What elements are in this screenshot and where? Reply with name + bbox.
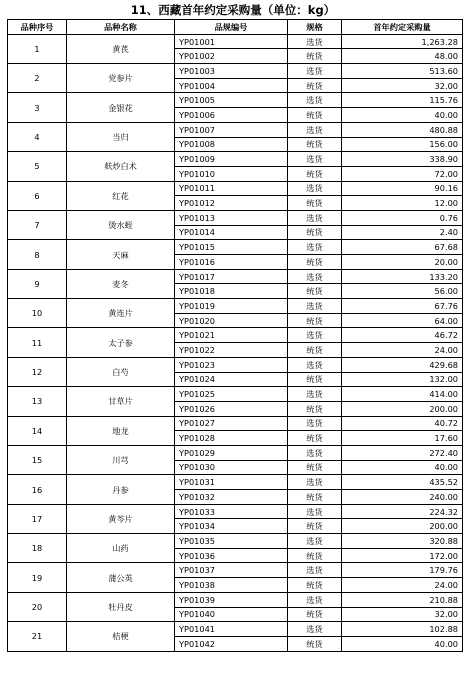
spec-code-cell: YP01040: [175, 607, 288, 622]
spec-code-cell: YP01023: [175, 357, 288, 372]
variety-seq-cell: 7: [8, 210, 67, 239]
variety-name-cell: 丹参: [67, 475, 175, 504]
table-row: [8, 210, 463, 225]
quantity-cell: 40.00: [342, 108, 463, 123]
quantity-cell: 32.00: [342, 607, 463, 622]
quantity-cell: 172.00: [342, 548, 463, 563]
quantity-cell: 67.68: [342, 240, 463, 255]
quantity-cell: 414.00: [342, 387, 463, 402]
table-row: [8, 122, 463, 137]
variety-seq-cell: 9: [8, 269, 67, 298]
variety-seq-cell: 19: [8, 563, 67, 592]
variety-seq-cell: 4: [8, 122, 67, 151]
spec-grade-cell: 选货: [288, 269, 342, 284]
variety-seq-cell: 3: [8, 93, 67, 122]
spec-code-cell: YP01011: [175, 181, 288, 196]
quantity-cell: 429.68: [342, 357, 463, 372]
table-row: [8, 622, 463, 637]
spec-grade-cell: 统货: [288, 460, 342, 475]
spec-code-cell: YP01006: [175, 108, 288, 123]
variety-name-cell: 黄芩片: [67, 504, 175, 533]
spec-code-cell: YP01027: [175, 416, 288, 431]
spec-grade-cell: 统货: [288, 490, 342, 505]
spec-code-cell: YP01010: [175, 166, 288, 181]
variety-name-cell: 党参片: [67, 64, 175, 93]
quantity-cell: 115.76: [342, 93, 463, 108]
spec-code-cell: YP01005: [175, 93, 288, 108]
variety-name-cell: 红花: [67, 181, 175, 210]
variety-name-cell: 蒲公英: [67, 563, 175, 592]
spec-grade-cell: 统货: [288, 255, 342, 270]
variety-name-cell: 烫水蛭: [67, 210, 175, 239]
spec-grade-cell: 统货: [288, 49, 342, 64]
variety-name-cell: 川芎: [67, 445, 175, 474]
spec-grade-cell: 统货: [288, 431, 342, 446]
variety-seq-cell: 15: [8, 445, 67, 474]
header-spec: 规格: [288, 20, 342, 35]
spec-grade-cell: 选货: [288, 592, 342, 607]
variety-seq-cell: 8: [8, 240, 67, 269]
spec-grade-cell: 选货: [288, 357, 342, 372]
spec-code-cell: YP01031: [175, 475, 288, 490]
quantity-cell: 1,263.28: [342, 34, 463, 49]
variety-name-cell: 桔梗: [67, 622, 175, 651]
table-row: [8, 181, 463, 196]
quantity-cell: 200.00: [342, 401, 463, 416]
spec-grade-cell: 选货: [288, 210, 342, 225]
variety-name-cell: 山药: [67, 534, 175, 563]
header-name: 品种名称: [67, 20, 175, 35]
quantity-cell: 0.76: [342, 210, 463, 225]
table-row: [8, 152, 463, 167]
spec-grade-cell: 选货: [288, 299, 342, 314]
quantity-cell: 40.00: [342, 636, 463, 651]
spec-grade-cell: 统货: [288, 343, 342, 358]
quantity-cell: 2.40: [342, 225, 463, 240]
table-row: [8, 387, 463, 402]
variety-seq-cell: 2: [8, 64, 67, 93]
spec-grade-cell: 选货: [288, 387, 342, 402]
table-row: [8, 328, 463, 343]
variety-seq-cell: 20: [8, 592, 67, 621]
spec-code-cell: YP01004: [175, 78, 288, 93]
variety-seq-cell: 17: [8, 504, 67, 533]
variety-name-cell: 黄芪: [67, 34, 175, 63]
quantity-cell: 513.60: [342, 64, 463, 79]
variety-seq-cell: 10: [8, 299, 67, 328]
spec-code-cell: YP01015: [175, 240, 288, 255]
variety-seq-cell: 16: [8, 475, 67, 504]
quantity-cell: 338.90: [342, 152, 463, 167]
procurement-table: [7, 19, 463, 652]
quantity-cell: 200.00: [342, 519, 463, 534]
variety-name-cell: 白芍: [67, 357, 175, 386]
spec-grade-cell: 选货: [288, 64, 342, 79]
table-title: 11、西藏首年约定采购量（单位：kg）: [130, 3, 336, 17]
quantity-cell: 90.16: [342, 181, 463, 196]
spec-code-cell: YP01018: [175, 284, 288, 299]
spec-code-cell: YP01008: [175, 137, 288, 152]
quantity-cell: 12.00: [342, 196, 463, 211]
table-body: [8, 34, 463, 651]
spec-code-cell: YP01012: [175, 196, 288, 211]
spec-grade-cell: 统货: [288, 78, 342, 93]
spec-code-cell: YP01022: [175, 343, 288, 358]
table-row: [8, 64, 463, 79]
spec-code-cell: YP01033: [175, 504, 288, 519]
spec-code-cell: YP01037: [175, 563, 288, 578]
spec-code-cell: YP01003: [175, 64, 288, 79]
table-row: [8, 93, 463, 108]
spec-code-cell: YP01038: [175, 578, 288, 593]
table-row: [8, 240, 463, 255]
table-row: [8, 445, 463, 460]
spec-code-cell: YP01035: [175, 534, 288, 549]
spec-code-cell: YP01039: [175, 592, 288, 607]
spec-grade-cell: 选货: [288, 240, 342, 255]
spec-code-cell: YP01034: [175, 519, 288, 534]
variety-name-cell: 当归: [67, 122, 175, 151]
spec-code-cell: YP01041: [175, 622, 288, 637]
variety-name-cell: 牡丹皮: [67, 592, 175, 621]
spec-code-cell: YP01016: [175, 255, 288, 270]
variety-name-cell: 黄连片: [67, 299, 175, 328]
spec-grade-cell: 选货: [288, 504, 342, 519]
table-row: [8, 34, 463, 49]
spec-grade-cell: 统货: [288, 548, 342, 563]
spec-code-cell: YP01001: [175, 34, 288, 49]
spec-code-cell: YP01019: [175, 299, 288, 314]
variety-seq-cell: 21: [8, 622, 67, 651]
spec-grade-cell: 统货: [288, 166, 342, 181]
variety-name-cell: 金银花: [67, 93, 175, 122]
spec-code-cell: YP01026: [175, 401, 288, 416]
variety-seq-cell: 13: [8, 387, 67, 416]
spec-grade-cell: 统货: [288, 401, 342, 416]
table-row: [8, 534, 463, 549]
quantity-cell: 102.88: [342, 622, 463, 637]
variety-seq-cell: 6: [8, 181, 67, 210]
spec-code-cell: YP01014: [175, 225, 288, 240]
quantity-cell: 17.60: [342, 431, 463, 446]
spec-code-cell: YP01020: [175, 313, 288, 328]
spec-grade-cell: 统货: [288, 108, 342, 123]
quantity-cell: 24.00: [342, 578, 463, 593]
quantity-cell: 46.72: [342, 328, 463, 343]
spec-code-cell: YP01002: [175, 49, 288, 64]
spec-grade-cell: 选货: [288, 181, 342, 196]
variety-seq-cell: 11: [8, 328, 67, 357]
quantity-cell: 20.00: [342, 255, 463, 270]
table-row: [8, 357, 463, 372]
quantity-cell: 32.00: [342, 78, 463, 93]
quantity-cell: 210.88: [342, 592, 463, 607]
spec-code-cell: YP01009: [175, 152, 288, 167]
spec-grade-cell: 选货: [288, 328, 342, 343]
quantity-cell: 272.40: [342, 445, 463, 460]
variety-seq-cell: 14: [8, 416, 67, 445]
spec-code-cell: YP01042: [175, 636, 288, 651]
spec-grade-cell: 选货: [288, 93, 342, 108]
quantity-cell: 133.20: [342, 269, 463, 284]
variety-seq-cell: 12: [8, 357, 67, 386]
variety-name-cell: 甘草片: [67, 387, 175, 416]
spec-grade-cell: 统货: [288, 636, 342, 651]
header-code: 品规编号: [175, 20, 288, 35]
spec-grade-cell: 选货: [288, 122, 342, 137]
quantity-cell: 40.00: [342, 460, 463, 475]
spec-code-cell: YP01032: [175, 490, 288, 505]
quantity-cell: 56.00: [342, 284, 463, 299]
variety-name-cell: 地龙: [67, 416, 175, 445]
spec-grade-cell: 统货: [288, 372, 342, 387]
quantity-cell: 435.52: [342, 475, 463, 490]
spec-grade-cell: 选货: [288, 152, 342, 167]
table-row: [8, 475, 463, 490]
spec-code-cell: YP01028: [175, 431, 288, 446]
header-qty: 首年约定采购量: [342, 20, 463, 35]
spec-code-cell: YP01030: [175, 460, 288, 475]
spec-code-cell: YP01017: [175, 269, 288, 284]
spec-grade-cell: 选货: [288, 622, 342, 637]
quantity-cell: 480.88: [342, 122, 463, 137]
spec-grade-cell: 选货: [288, 534, 342, 549]
spec-grade-cell: 统货: [288, 225, 342, 240]
variety-name-cell: 麦冬: [67, 269, 175, 298]
variety-name-cell: 麸炒白术: [67, 152, 175, 181]
quantity-cell: 132.00: [342, 372, 463, 387]
header-seq: 品种序号: [8, 20, 67, 35]
spec-grade-cell: 统货: [288, 607, 342, 622]
quantity-cell: 48.00: [342, 49, 463, 64]
quantity-cell: 24.00: [342, 343, 463, 358]
quantity-cell: 224.32: [342, 504, 463, 519]
table-row: [8, 504, 463, 519]
table-row: [8, 416, 463, 431]
spec-grade-cell: 统货: [288, 137, 342, 152]
quantity-cell: 67.76: [342, 299, 463, 314]
spec-grade-cell: 选货: [288, 445, 342, 460]
quantity-cell: 40.72: [342, 416, 463, 431]
quantity-cell: 64.00: [342, 313, 463, 328]
spec-code-cell: YP01021: [175, 328, 288, 343]
spec-grade-cell: 统货: [288, 284, 342, 299]
quantity-cell: 320.88: [342, 534, 463, 549]
spec-code-cell: YP01013: [175, 210, 288, 225]
spec-grade-cell: 统货: [288, 519, 342, 534]
variety-seq-cell: 5: [8, 152, 67, 181]
header-row: [8, 20, 463, 35]
spec-grade-cell: 统货: [288, 313, 342, 328]
spec-grade-cell: 选货: [288, 475, 342, 490]
variety-name-cell: 太子参: [67, 328, 175, 357]
variety-seq-cell: 18: [8, 534, 67, 563]
quantity-cell: 179.76: [342, 563, 463, 578]
quantity-cell: 72.00: [342, 166, 463, 181]
quantity-cell: 156.00: [342, 137, 463, 152]
variety-seq-cell: 1: [8, 34, 67, 63]
variety-name-cell: 天麻: [67, 240, 175, 269]
spec-code-cell: YP01029: [175, 445, 288, 460]
spec-code-cell: YP01025: [175, 387, 288, 402]
spec-code-cell: YP01024: [175, 372, 288, 387]
table-row: [8, 592, 463, 607]
table-row: [8, 563, 463, 578]
spec-code-cell: YP01007: [175, 122, 288, 137]
table-row: [8, 299, 463, 314]
quantity-cell: 240.00: [342, 490, 463, 505]
spec-grade-cell: 选货: [288, 416, 342, 431]
table-row: [8, 269, 463, 284]
spec-grade-cell: 统货: [288, 578, 342, 593]
spec-grade-cell: 选货: [288, 34, 342, 49]
spec-grade-cell: 选货: [288, 563, 342, 578]
spec-grade-cell: 统货: [288, 196, 342, 211]
spec-code-cell: YP01036: [175, 548, 288, 563]
